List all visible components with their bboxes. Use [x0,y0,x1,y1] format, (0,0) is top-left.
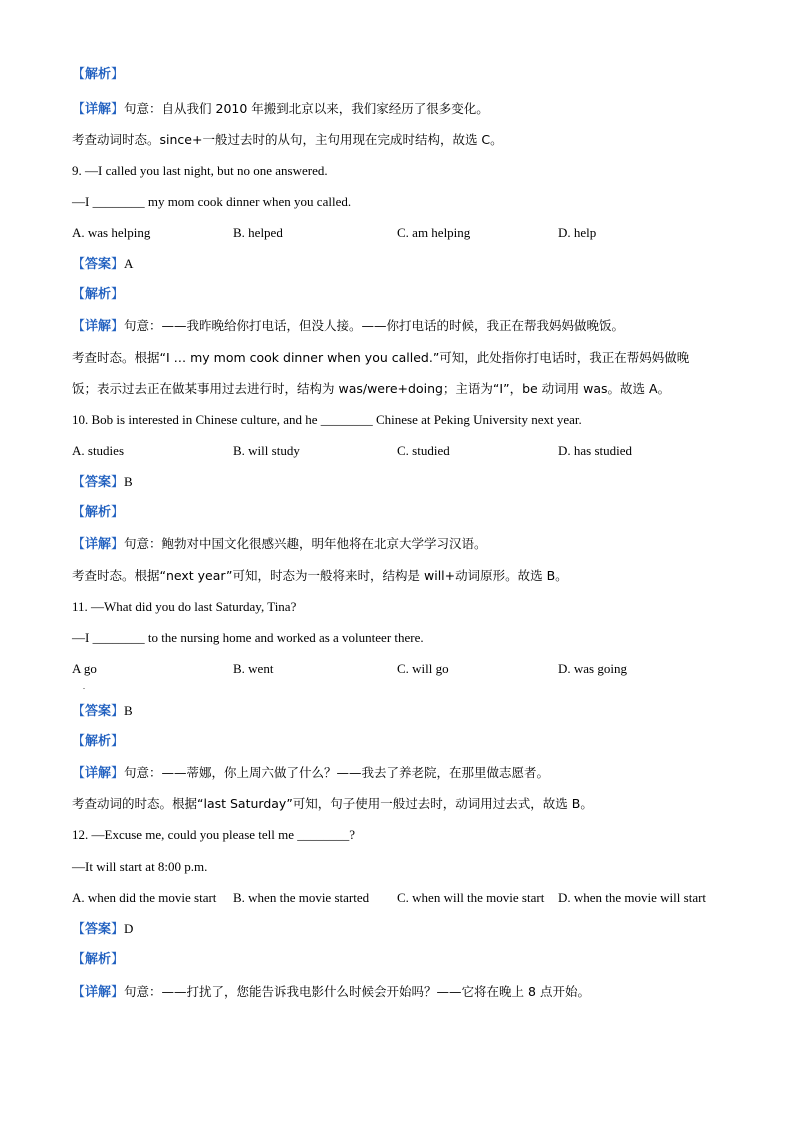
q12-analysis-tag: 【解析】 [72,952,125,967]
q11-option-c: C. will go [397,661,449,676]
q10-explain: 考查时态。根据“next year”可知，时态为一般将来时，结构是 will+动词原形。故选 B。 [72,568,568,583]
analysis-tag: 【解析】 [72,67,125,82]
q10-detail: 【详解】句意：鲍勃对中国文化很感兴趣，明年他将在北京大学学习汉语。 [72,536,487,552]
q11-answer: 【答案】B [72,703,133,719]
q9-option-a: A. was helping [72,225,151,240]
q11-stem-1: 11. —What did you do last Saturday, Tina? [72,599,297,614]
q11-analysis-tag: 【解析】 [72,734,125,749]
q12-option-b: B. when the movie started [233,890,370,905]
q9-option-b: B. helped [233,225,283,240]
q9-stem-1: 9. —I called you last night, but no one answered. [72,163,328,178]
q11-explain: 考查动词的时态。根据“last Saturday”可知，句子使用一般过去时，动词用过去式，故选 B。 [72,796,593,811]
q11-option-b: B. went [233,661,274,676]
q12-option-d: D. when the movie will start [558,890,707,905]
q12-answer: 【答案】D [72,921,134,937]
explain-line: 考查动词时态。since+一般过去时的从句，主句用现在完成时结构，故选 C。 [72,132,503,147]
q9-detail: 【详解】句意：——我昨晚给你打电话，但没人接。——你打电话的时候，我正在帮我妈妈做晚饭。 [72,318,625,334]
stray-dot: . [83,682,85,691]
q10-stem: 10. Bob is interested in Chinese culture, and he ________ Chinese at Peking University next year. [72,412,582,427]
q9-option-c: C. am helping [397,225,471,240]
q9-stem-2: —I ________ my mom cook dinner when you called. [72,194,352,209]
q11-detail: 【详解】句意：——蒂娜，你上周六做了什么？——我去了养老院，在那里做志愿者。 [72,765,550,781]
q12-option-a: A. when did the movie start [72,890,217,905]
q11-option-a: A go [72,661,97,676]
q10-option-b: B. will study [233,443,300,458]
q9-option-d: D. help [558,225,597,240]
q10-option-d: D. has studied [558,443,633,458]
q10-option-a: A. studies [72,443,124,458]
q9-answer: 【答案】A [72,256,134,272]
q12-stem-1: 12. —Excuse me, could you please tell me ________? [72,827,356,842]
q12-option-c: C. when will the movie start [397,890,545,905]
q10-option-c: C. studied [397,443,450,458]
q11-stem-2: —I ________ to the nursing home and worked as a volunteer there. [72,630,424,645]
q11-option-d: D. was going [558,661,627,676]
q12-detail: 【详解】句意：——打扰了，您能告诉我电影什么时候会开始吗？——它将在晚上 8 点开始。 [72,984,590,1000]
q10-answer: 【答案】B [72,474,133,490]
q9-analysis-tag: 【解析】 [72,287,125,302]
q9-explain-2: 饭；表示过去正在做某事用过去进行时，结构为 was/were+doing；主语为“I”，be 动词用 was。故选 A。 [72,381,671,396]
q10-analysis-tag: 【解析】 [72,505,125,520]
q12-stem-2: —It will start at 8:00 p.m. [72,859,208,874]
detail-line: 【详解】句意：自从我们 2010 年搬到北京以来，我们家经历了很多变化。 [72,101,489,117]
q9-explain-1: 考查时态。根据“I … my mom cook dinner when you called.”可知，此处指你打电话时，我正在帮妈妈做晚 [72,350,690,365]
